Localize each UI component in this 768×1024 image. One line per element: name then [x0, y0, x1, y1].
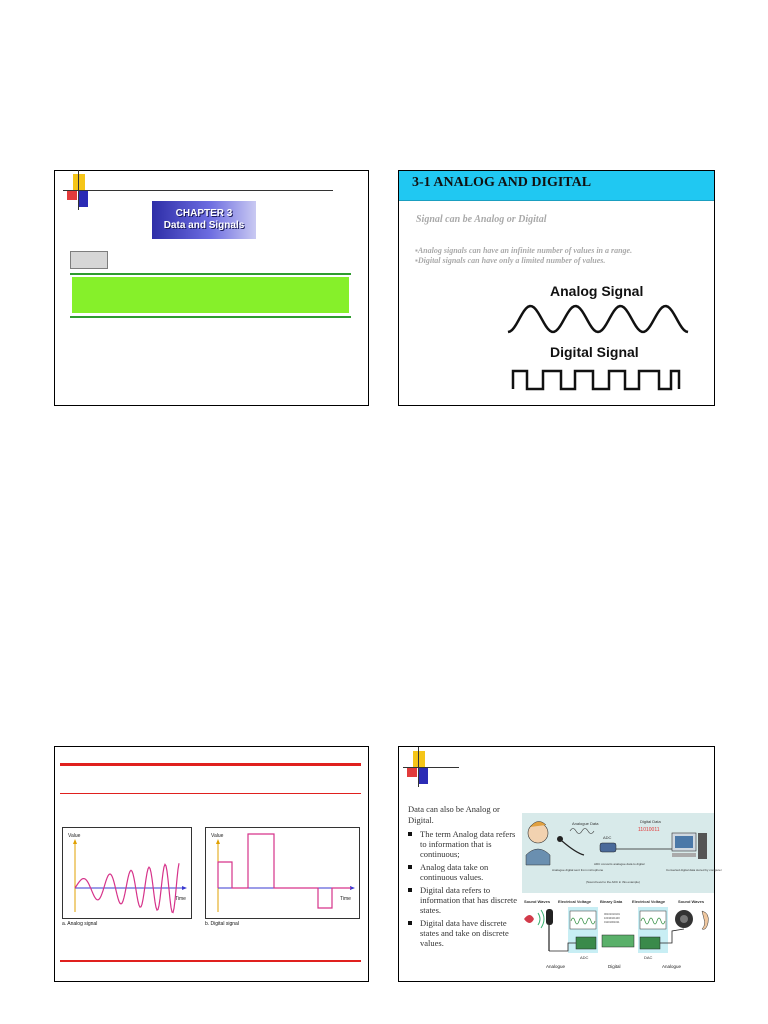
svg-text:(Sound level to the ADC in thi: (Sound level to the ADC in this example): [586, 880, 640, 884]
bullet-item: [408, 885, 520, 915]
svg-text:01101001011: 01101001011: [604, 921, 620, 924]
bullet-item: [408, 918, 520, 948]
svg-text:00101010101: 00101010101: [604, 913, 620, 916]
ear-icon: [702, 911, 708, 929]
slide-analog-digital-data: [398, 746, 722, 982]
bullet-list: [408, 829, 520, 951]
red-rule-middle: [60, 793, 361, 794]
chapter-banner: [152, 201, 256, 239]
red-rule-top: [60, 763, 361, 766]
memory-chip: [602, 935, 634, 947]
slide-title-bar: [399, 171, 714, 201]
bullet-text: Digital data refers to information that has discrete states.: [420, 885, 518, 915]
bullet-icon: [408, 921, 412, 925]
green-rule-top: [70, 273, 351, 275]
svg-text:Analogue Data: Analogue Data: [572, 821, 599, 826]
bullet-text: Analog data take on continuous values.: [420, 862, 489, 882]
analog-signal-label: Analog Signal: [550, 283, 644, 299]
svg-text:ADC: ADC: [580, 955, 589, 960]
chapter-title: Data and Signals: [163, 220, 245, 231]
bullet-icon: [408, 888, 412, 892]
analog-wave-graphic: [507, 301, 689, 337]
signal-chain-diagram: [522, 897, 714, 971]
bullet-item: [408, 862, 520, 882]
svg-text:10010101100: 10010101100: [604, 917, 620, 920]
adc-chip: [576, 937, 596, 949]
axis-label-value: Value: [211, 833, 224, 839]
bullet-text: The term Analog data refers to information that is continuous;: [420, 829, 516, 859]
slide-decoration: [403, 751, 433, 785]
analog-signal-figure: [62, 827, 192, 919]
svg-text:Converted digital data stored: Converted digital data stored by computer: [666, 868, 722, 872]
chapter-number: CHAPTER 3: [175, 208, 233, 219]
analog-to-digital-illustration: [522, 813, 722, 893]
caption-digital: b. Digital signal: [205, 921, 239, 927]
dac-chip: [640, 937, 660, 949]
adc-diagram: [522, 813, 722, 893]
slide-intro-text: Signal can be Analog or Digital: [416, 214, 547, 225]
blank-button: [70, 251, 108, 269]
axis-label-value: Value: [68, 833, 81, 839]
microphone-icon: [546, 909, 553, 925]
slide-chapter-title: [54, 170, 369, 406]
svg-text:ADC converts analogue data to: ADC converts analogue data to digital: [594, 862, 645, 866]
axis-label-time: Time: [340, 896, 351, 902]
svg-text:Digital Data: Digital Data: [640, 819, 661, 824]
bullet-item: [415, 246, 632, 255]
mouth-icon: [524, 915, 534, 923]
svg-text:DAC: DAC: [644, 955, 653, 960]
bullet-text: Analog signals can have an infinite number of values in a range.: [417, 246, 633, 255]
svg-text:Electrical Voltage: Electrical Voltage: [558, 899, 592, 904]
bullet-text: Digital data have discrete states and take on discrete values.: [420, 918, 509, 948]
bullet-item: [408, 829, 520, 859]
slide-signal-figure: [54, 746, 369, 982]
svg-text:ADC: ADC: [603, 835, 612, 840]
svg-text:11010011: 11010011: [638, 827, 660, 833]
slide-title: 3-1 ANALOG AND DIGITAL: [412, 175, 592, 190]
svg-text:Analogue: Analogue: [662, 964, 682, 969]
digital-signal-chart: [206, 828, 359, 918]
green-band: [72, 277, 349, 313]
digital-signal-label: Digital Signal: [550, 344, 639, 360]
bullet-icon: [408, 865, 412, 869]
bullet-icon: ▪: [415, 246, 418, 255]
svg-text:Analogue digital sent from mic: Analogue digital sent from microphone: [552, 868, 604, 872]
analog-signal-chart: [63, 828, 191, 918]
axis-label-time: Time: [175, 896, 186, 902]
svg-text:Electrical Voltage: Electrical Voltage: [632, 899, 666, 904]
svg-text:Sound Waves: Sound Waves: [524, 899, 551, 904]
green-rule-bottom: [70, 316, 351, 318]
svg-text:Analogue: Analogue: [546, 964, 566, 969]
digital-signal-figure: [205, 827, 360, 919]
bullet-icon: [408, 832, 412, 836]
svg-text:Sound Waves: Sound Waves: [678, 899, 705, 904]
bullet-item: [415, 256, 605, 265]
analog-digital-chain-illustration: [522, 897, 714, 971]
slide-analog-digital: [398, 170, 715, 406]
slide-decoration: [63, 174, 93, 208]
digital-wave-graphic: [511, 365, 681, 393]
svg-text:Binary Data: Binary Data: [600, 899, 623, 904]
bullet-icon: ▪: [415, 256, 418, 265]
svg-text:Digital: Digital: [608, 964, 621, 969]
adc-box: [600, 843, 616, 852]
caption-analog: a. Analog signal: [62, 921, 98, 927]
slide-intro-text: Data can also be Analog or Digital.: [408, 804, 500, 825]
red-rule-bottom: [60, 960, 361, 962]
bullet-text: Digital signals can have only a limited number of values.: [417, 256, 606, 265]
